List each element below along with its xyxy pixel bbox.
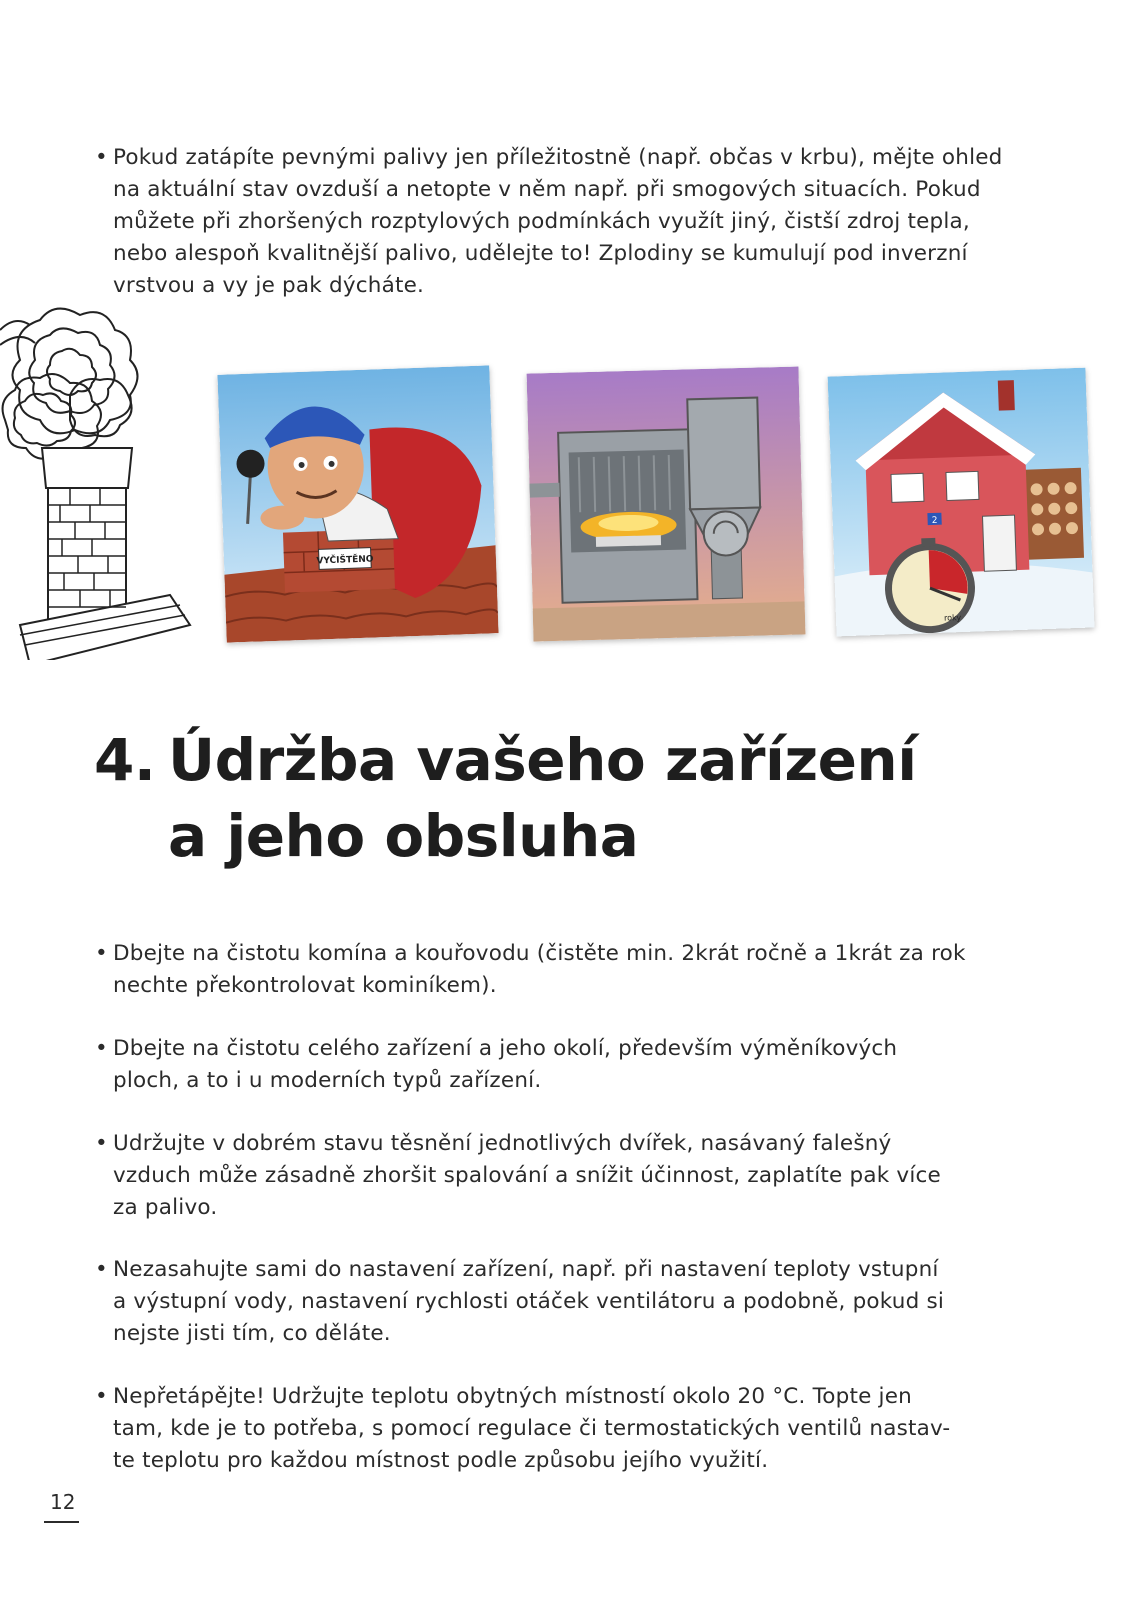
list-item-line: a výstupní vody, nastavení rychlosti otáček ventilátoru a podobně, pokud si [113, 1289, 945, 1314]
house-number-text: 2 [931, 515, 938, 527]
section-title-line-2: a jeho obsluha [168, 802, 639, 870]
intro-bullet [95, 142, 1030, 302]
list-item [95, 1381, 1030, 1477]
page-number-underline [44, 1521, 79, 1523]
house-timer-illustration [828, 368, 1095, 637]
list-item-line: ploch, a to i u moderních typů zařízení. [113, 1068, 542, 1093]
illustrations-strip [0, 300, 1127, 670]
boiler-illustration [527, 366, 806, 641]
list-item [95, 1254, 1030, 1350]
list-item-line: • Dbejte na čistotu celého zařízení a jeho okolí, především výměníkových [113, 1036, 898, 1061]
list-item [95, 1033, 1030, 1097]
list-item [95, 938, 1030, 1002]
sweeper-sign-text: VYČIŠTĚNO [316, 554, 374, 567]
intro-bullet-line: vrstvou a vy je pak dýcháte. [113, 273, 425, 298]
list-item-line: vzduch může zásadně zhoršit spalování a snížit účinnost, zaplatíte pak více [113, 1163, 941, 1188]
chimney-sweeper-illustration [217, 365, 498, 642]
list-item [95, 1128, 1030, 1224]
list-item-line: za palivo. [113, 1195, 218, 1220]
list-item-line: • Dbejte na čistotu komína a kouřovodu (čistěte min. 2krát ročně a 1krát za rok [113, 941, 966, 966]
list-item-line: • Nepřetápějte! Udržujte teplotu obytných místností okolo 20 °C. Topte jen [113, 1384, 912, 1409]
list-item-line: • Nezasahujte sami do nastavení zařízení, např. při nastavení teploty vstupní [113, 1257, 939, 1282]
intro-bullet-line: na aktuální stav ovzduší a netopte v něm např. při smogových situacích. Pokud [113, 177, 981, 202]
section-title-line-1: Údržba vašeho zařízení [168, 726, 917, 794]
page-number: 12 [50, 1490, 76, 1514]
intro-bullet-line: • Pokud zatápíte pevnými palivy jen příležitostně (např. občas v krbu), mějte ohled [113, 145, 1003, 170]
list-item-line: tam, kde je to potřeba, s pomocí regulace či termostatických ventilů nastav- [113, 1416, 951, 1441]
list-item-line: nejste jisti tím, co děláte. [113, 1321, 391, 1346]
section-heading [94, 722, 917, 874]
list-item-line: te teplotu pro každou místnost podle způsobu jejího využití. [113, 1448, 769, 1473]
section-heading-line-1 [94, 722, 917, 798]
intro-bullet-line: můžete při zhoršených rozptylových podmínkách využít jiný, čistší zdroj tepla, [113, 209, 970, 234]
intro-bullet-line: nebo alespoň kvalitnější palivo, udělejte to! Zplodiny se kumulují pod inverzní [113, 241, 968, 266]
timer-label-text: roky [943, 613, 962, 623]
list-item-line: nechte překontrolovat kominíkem). [113, 973, 497, 998]
section-number: 4. [94, 726, 156, 794]
chimney-smoke-illustration [0, 300, 205, 660]
list-item-line: • Udržujte v dobrém stavu těsnění jednotlivých dvířek, nasávaný falešný [113, 1131, 892, 1156]
